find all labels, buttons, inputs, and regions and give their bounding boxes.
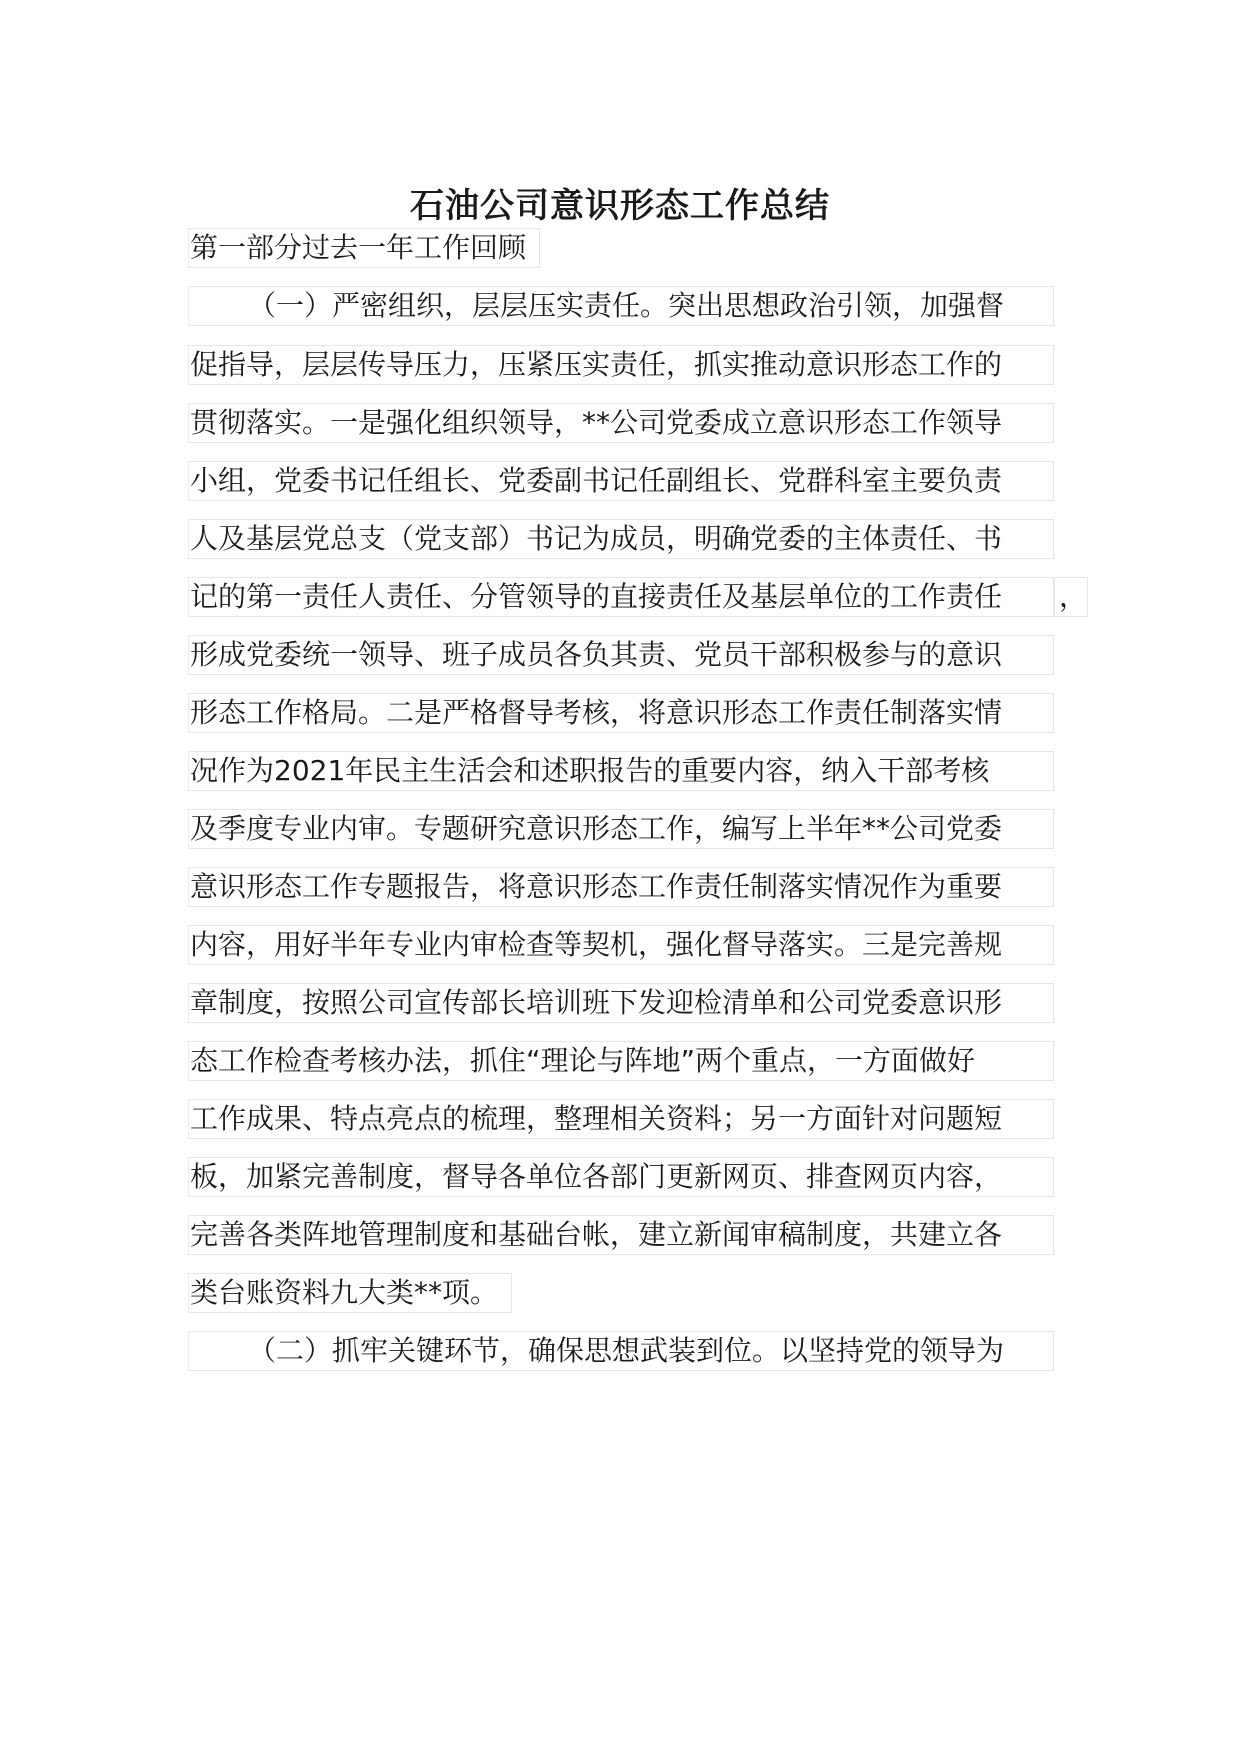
text-line: 记的第一责任人责任、分管领导的直接责任及基层单位的工作责任 <box>188 577 1054 617</box>
text-line: 态工作检查考核办法，抓住“理论与阵地”两个重点，一方面做好 <box>188 1041 1054 1081</box>
text-line: 小组，党委书记任组长、党委副书记任副组长、党群科室主要负责 <box>188 461 1054 501</box>
section-heading: 第一部分过去一年工作回顾 <box>188 228 540 268</box>
text-line: 完善各类阵地管理制度和基础台帐，建立新闻审稿制度，共建立各 <box>188 1215 1054 1255</box>
text-line: 及季度专业内审。专题研究意识形态工作，编写上半年**公司党委 <box>188 809 1054 849</box>
document-title: 石油公司意识形态工作总结 <box>410 186 830 226</box>
text-line: 形态工作格局。二是严格督导考核，将意识形态工作责任制落实情 <box>188 693 1054 733</box>
text-line: 工作成果、特点亮点的梳理，整理相关资料；另一方面针对问题短 <box>188 1099 1054 1139</box>
text-line: （一）严密组织，层层压实责任。突出思想政治引领，加强督 <box>188 286 1054 326</box>
text-line: （二）抓牢关键环节，确保思想武装到位。以坚持党的领导为 <box>188 1331 1054 1371</box>
text-line: 章制度，按照公司宣传部长培训班下发迎检清单和公司党委意识形 <box>188 983 1054 1023</box>
text-line-tail: ， <box>1054 577 1088 617</box>
text-line: 形成党委统一领导、班子成员各负其责、党员干部积极参与的意识 <box>188 635 1054 675</box>
text-line: 人及基层党总支（党支部）书记为成员，明确党委的主体责任、书 <box>188 519 1054 559</box>
text-line: 况作为2021年民主生活会和述职报告的重要内容，纳入干部考核 <box>188 751 1054 791</box>
text-line: 贯彻落实。一是强化组织领导，**公司党委成立意识形态工作领导 <box>188 403 1054 443</box>
text-line: 内容，用好半年专业内审检查等契机，强化督导落实。三是完善规 <box>188 925 1054 965</box>
text-line: 促指导，层层传导压力，压紧压实责任，抓实推动意识形态工作的 <box>188 345 1054 385</box>
text-line: 意识形态工作专题报告，将意识形态工作责任制落实情况作为重要 <box>188 867 1054 907</box>
text-line: 板，加紧完善制度，督导各单位各部门更新网页、排查网页内容， <box>188 1157 1054 1197</box>
text-line: 类台账资料九大类**项。 <box>188 1273 512 1313</box>
